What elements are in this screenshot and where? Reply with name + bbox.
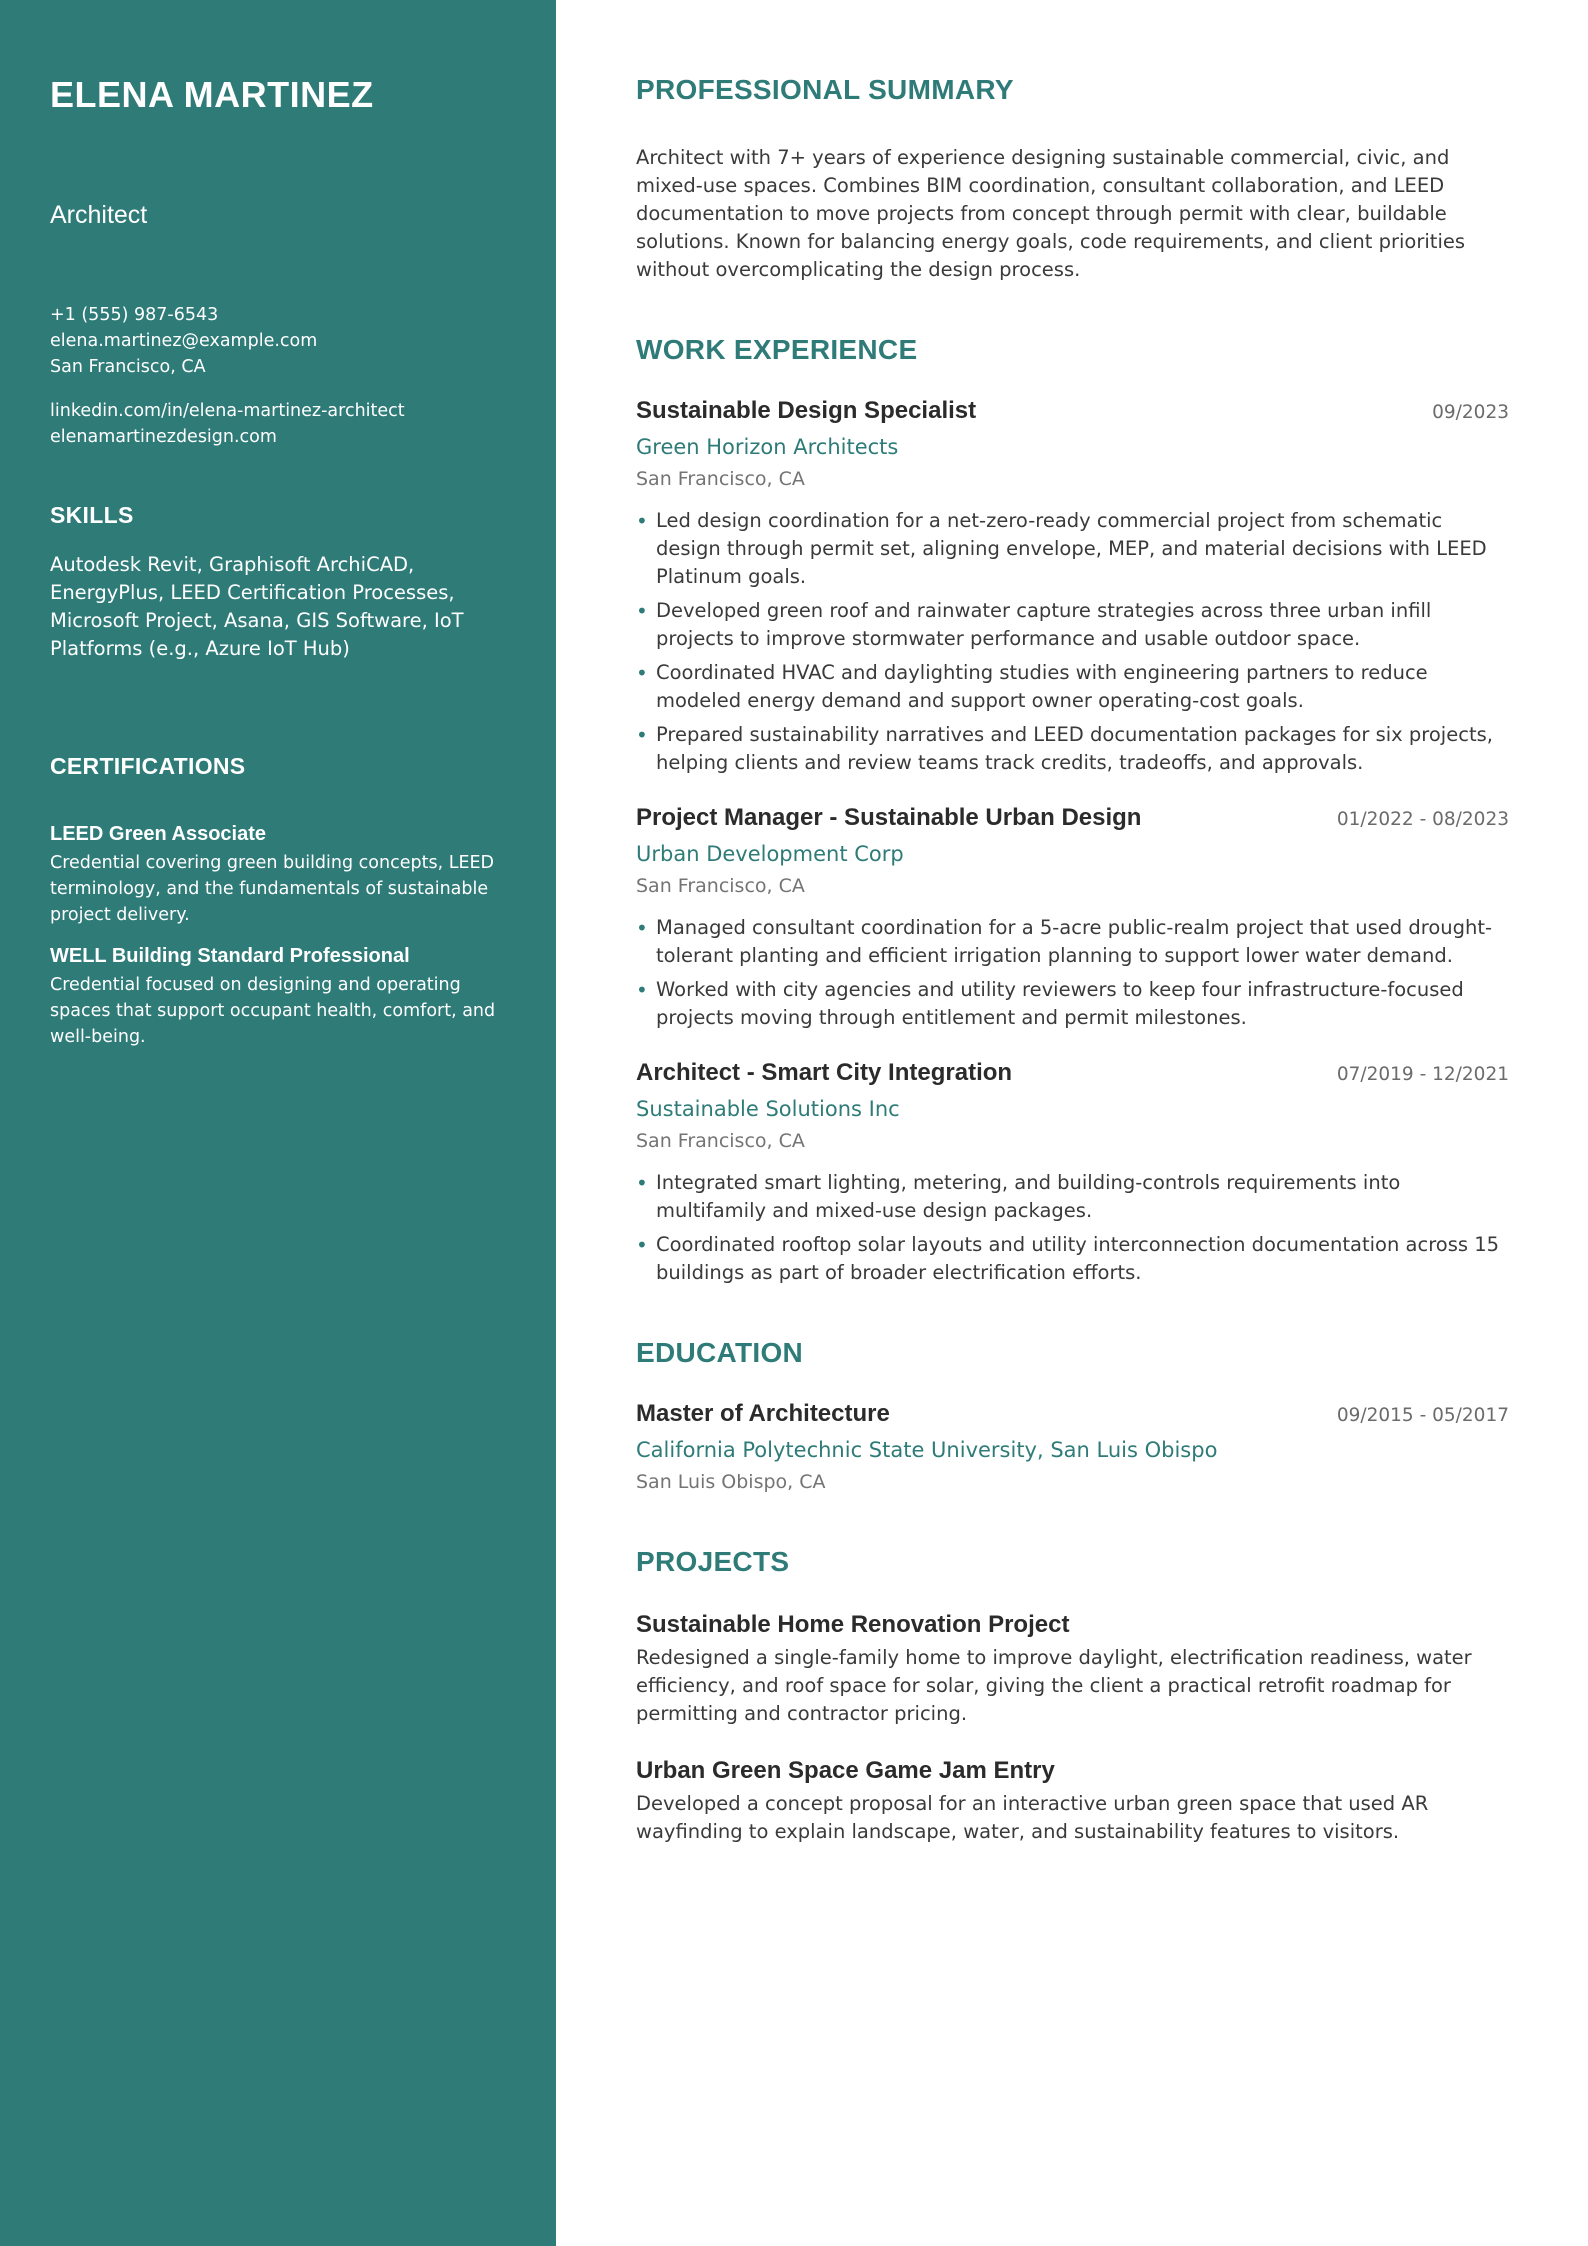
job-entry	[636, 394, 1509, 777]
job-date: 09/2023	[1432, 402, 1509, 423]
job-location: San Francisco, CA	[636, 875, 805, 897]
job-date: 01/2022 - 08/2023	[1336, 809, 1509, 830]
job-bullet: • Prepared sustainability narratives and LEED documentation packages for six projects, helping clients and review teams track credits, tradeoffs, and approvals.	[636, 721, 1509, 777]
phone-number: +1 (555) 987-6543	[50, 305, 219, 325]
certification-name: WELL Building Standard Professional	[50, 945, 410, 967]
job-title: Architect - Smart City Integration	[636, 1059, 1013, 1086]
job-title: Project Manager - Sustainable Urban Design	[636, 804, 1142, 831]
summary-text: Architect with 7+ years of experience designing sustainable commercial, civic, and mixed-use spaces. Combines BIM coordination, consultant collaboration, and LEED documentation to move projects from concept through permit with clear, buildable solutions. Known for balancing energy goals, code requirements, and client priorities without overcomplicating the design process.	[636, 146, 1466, 281]
job-entry	[636, 801, 1509, 1032]
sidebar	[0, 0, 556, 2246]
job-bullets	[636, 914, 1509, 1032]
job-bullets	[636, 507, 1509, 777]
job-title: Sustainable Design Specialist	[636, 397, 977, 424]
company-name: Green Horizon Architects	[636, 435, 899, 459]
main-content	[636, 70, 1509, 1846]
education-entry	[636, 1397, 1509, 1496]
education-heading: EDUCATION	[636, 1337, 804, 1368]
job-bullet: • Managed consultant coordination for a 5-acre public-realm project that used drought-tolerant planting and efficient irrigation planning to support lower water demand.	[636, 914, 1509, 970]
project-entry	[636, 1608, 1509, 1728]
job-bullet: • Led design coordination for a net-zero-ready commercial project from schematic design through permit set, aligning envelope, MEP, and material decisions with LEED Platinum goals.	[636, 507, 1509, 591]
project-title: Urban Green Space Game Jam Entry	[636, 1757, 1055, 1784]
linkedin-link: linkedin.com/in/elena-martinez-architect	[50, 401, 405, 421]
projects-heading: PROJECTS	[636, 1546, 790, 1577]
job-entry	[636, 1056, 1509, 1287]
job-bullet: • Developed green roof and rainwater capture strategies across three urban infill projects to improve stormwater performance and usable outdoor space.	[636, 597, 1509, 653]
contact-info	[50, 302, 506, 380]
experience-heading: WORK EXPERIENCE	[636, 334, 918, 365]
candidate-name: ELENA MARTINEZ	[50, 74, 374, 115]
company-name: Sustainable Solutions Inc	[636, 1097, 900, 1121]
certification-description: Credential focused on designing and operating spaces that support occupant health, comfort, and well-being.	[50, 975, 496, 1047]
school-name: California Polytechnic State University, San Luis Obispo	[636, 1438, 1218, 1462]
summary-section	[636, 70, 1509, 284]
job-location: San Francisco, CA	[636, 1130, 805, 1152]
company-name: Urban Development Corp	[636, 842, 904, 866]
project-description: Developed a concept proposal for an interactive urban green space that used AR wayfinding to explain landscape, water, and sustainability features to visitors.	[636, 1792, 1429, 1843]
email-address: elena.martinez@example.com	[50, 331, 318, 351]
certification-item	[50, 942, 506, 1050]
certifications-list	[50, 820, 506, 1050]
education-section	[636, 1333, 1509, 1496]
summary-heading: PROFESSIONAL SUMMARY	[636, 74, 1014, 105]
certification-description: Credential covering green building concepts, LEED terminology, and the fundamentals of sustainable project delivery.	[50, 853, 495, 925]
job-bullet: • Worked with city agencies and utility reviewers to keep four infrastructure-focused projects moving through entitlement and permit milestones.	[636, 976, 1509, 1032]
degree-title: Master of Architecture	[636, 1400, 890, 1427]
certification-name: LEED Green Associate	[50, 823, 267, 845]
projects-section	[636, 1542, 1509, 1846]
certification-item	[50, 820, 506, 928]
job-bullet: • Integrated smart lighting, metering, and building-controls requirements into multifamily and mixed-use design packages.	[636, 1169, 1509, 1225]
candidate-role: Architect	[50, 201, 148, 229]
project-description: Redesigned a single-family home to improve daylight, electrification readiness, water efficiency, and roof space for solar, giving the client a practical retrofit roadmap for permitting and contractor pricing.	[636, 1646, 1472, 1725]
website-link: elenamartinezdesign.com	[50, 427, 277, 447]
education-date: 09/2015 - 05/2017	[1336, 1405, 1509, 1426]
certifications-heading: CERTIFICATIONS	[50, 753, 246, 779]
profile-links	[50, 398, 506, 450]
skills-list: Autodesk Revit, Graphisoft ArchiCAD, EnergyPlus, LEED Certification Processes, Microsoft Project, Asana, GIS Software, IoT Platforms (e.g., Azure IoT Hub)	[50, 553, 464, 660]
project-title: Sustainable Home Renovation Project	[636, 1611, 1070, 1638]
project-entry	[636, 1754, 1509, 1846]
job-bullet: • Coordinated rooftop solar layouts and utility interconnection documentation across 15 buildings as part of broader electrification efforts.	[636, 1231, 1509, 1287]
job-date: 07/2019 - 12/2021	[1336, 1064, 1509, 1085]
job-bullets	[636, 1169, 1509, 1287]
job-bullet: • Coordinated HVAC and daylighting studies with engineering partners to reduce modeled energy demand and support owner operating-cost goals.	[636, 659, 1509, 715]
job-location: San Francisco, CA	[636, 468, 805, 490]
skills-heading: SKILLS	[50, 502, 134, 528]
school-location: San Luis Obispo, CA	[636, 1471, 826, 1493]
experience-section	[636, 330, 1509, 1287]
location: San Francisco, CA	[50, 357, 206, 377]
